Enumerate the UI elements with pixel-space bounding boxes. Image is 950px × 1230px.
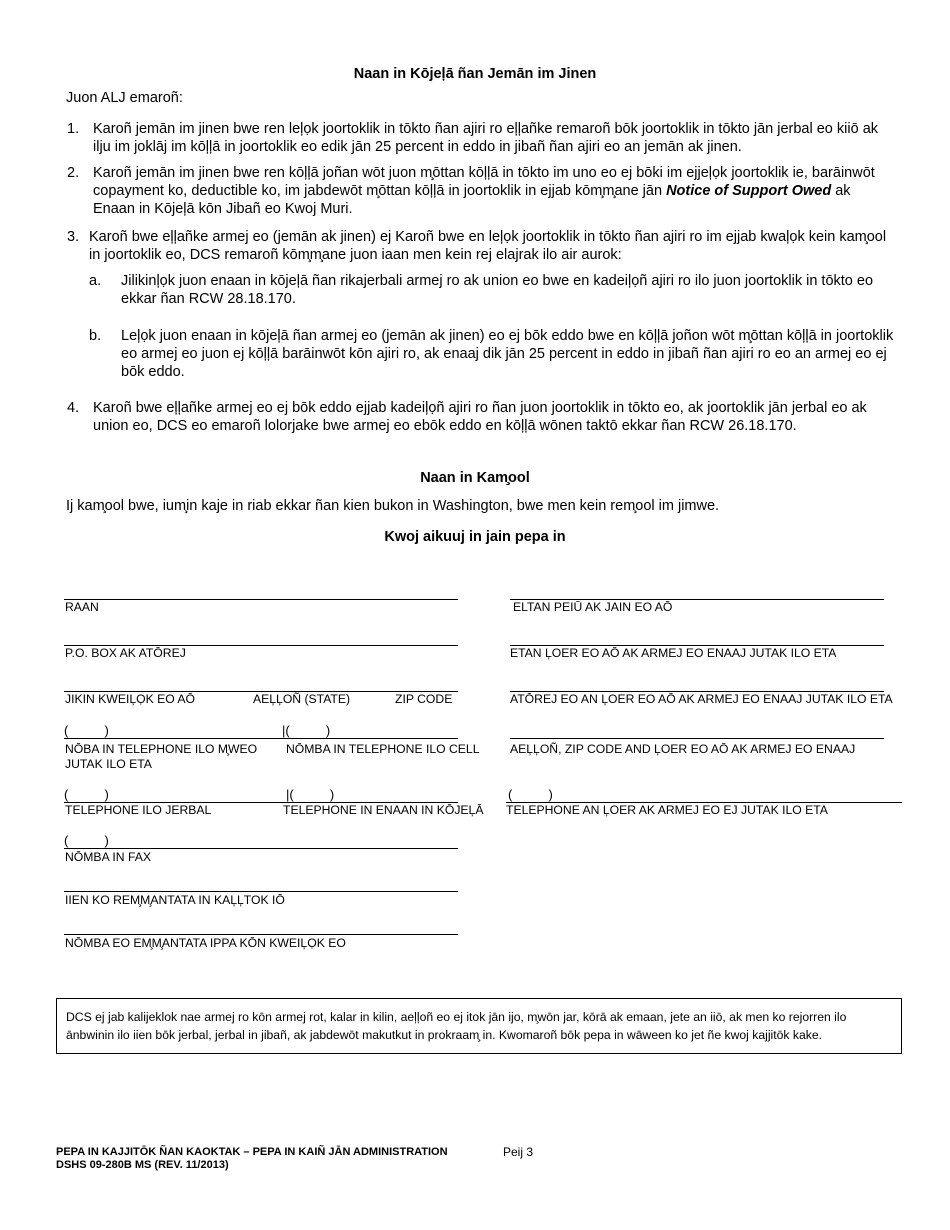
area-code-parens: ( ) bbox=[64, 723, 109, 738]
nondiscrimination-notice: DCS ej jab kalijeklok nae armej ro kōn armej rot, kalar in kilin, aeļļoñ eo ej itok jān ijo, m̧wōn jar, kōrā ak emaan, jete an iiō, ak men ko rejorren ilo ānbwinin ilo iien bōk jerbal, jerbal in jibañ, ak jabdewōt makutkut in prokraam̧ in. Kwomaroñ bōk pepa in wāween ko jet ñe kwoj kajjitōk kake. bbox=[56, 998, 902, 1054]
sub-item-letter: a. bbox=[89, 273, 102, 289]
sub-item: Leļọk juon enaan in kōjeļā ñan armej eo (jemān ak jinen) eo ej bōk eddo bwe en kōļļā joñon wōt m̧ōttan kōļļā in joortoklik eo armej eo juon ej kōļļā barāinwōt kōn ajiri ro, ak enaaj dik jān 25 percent in eddo in jibañ ñan ajiri ro eo an armej eo ej bōk eddo. bbox=[121, 328, 894, 380]
area-code-parens: ( ) bbox=[64, 787, 109, 802]
raan-line[interactable] bbox=[64, 599, 458, 600]
etan-loer-label: ETAN ĻOER EO AŌ AK ARMEJ EO ENAAJ JUTAK ILO ETA bbox=[510, 646, 837, 660]
aelon-zip-loer-label: AEĻĻOÑ, ZIP CODE AND ĻOER EO AŌ AK ARMEJ EO ENAAJ bbox=[510, 742, 856, 756]
item-text: Karoñ jemān im jinen bwe ren leļọk joortoklik in tōkto ñan ajiri ro eļļañke remaroñ bōk joortoklik in tōkto jān jerbal eo kiiō ak ilju im joklāj im kōļļā in joortoklik eo edik jān 25 percent in eddo in jibañ ñan ajiri eo an jemān ak jinen. bbox=[93, 121, 879, 155]
phone-jerbal-label: TELEPHONE ILO JERBAL bbox=[65, 803, 212, 817]
item-number: 3. bbox=[67, 229, 80, 245]
phone-cell-label: NŌMBA IN TELEPHONE ILO CELL bbox=[286, 742, 480, 756]
sub-item: Jilikinļọk juon enaan in kōjeļā ñan rikajerbali armej ro ak union eo bwe en kadeiļọñ ajiri ro ilo juon joortoklik in tōkto eo ekkar ñan RCW 28.18.170. bbox=[121, 273, 874, 307]
raan-label: RAAN bbox=[65, 600, 99, 614]
list-item bbox=[93, 120, 893, 156]
zip-label: ZIP CODE bbox=[395, 692, 453, 706]
po-box-label: P.O. BOX AK ATŌREJ bbox=[65, 646, 186, 660]
area-code-parens: |( ) bbox=[286, 787, 335, 802]
atorej-loer-label: ATŌREJ EO AN ĻOER EO AŌ AK ARMEJ EO ENAAJ JUTAK ILO ETA bbox=[510, 692, 893, 706]
item-number: 4. bbox=[67, 400, 80, 416]
list-item: Karoñ bwe eļļañke armej eo (jemān ak jinen) ej Karoñ bwe en leļọk joortoklik in tōkto ñan ajiri ro im ejjab kwaļọk kein kam̧ool in joortoklik eo, DCS remaroñ kōm̧m̧ane juon iaan men kein rej elajrak ilo air aurok: bbox=[89, 229, 887, 263]
item-text: Karoñ bwe eļļañke armej eo ej bōk eddo ejjab kadeiļọñ ajiri ro ñan juon joortoklik in tōkto eo, ak joortoklik jān jerbal eo ak union eo, DCS eo emaroñ lolorjake bwe armej eo ebōk eddo en kōļļā wōnen taktō ekkar ñan RCW 26.18.170. bbox=[93, 400, 867, 434]
item-number: 2. bbox=[67, 165, 80, 181]
iien-line[interactable] bbox=[64, 891, 458, 892]
item-text: Karoñ jemān im jinen bwe ren kōļļā joñan wōt juon m̧ōttan kōļļā in tōkto im uno eo ej bōki im ejjeļọk joortoklik ie, barāinwōt copayment ko, deductible ko, im jabdewōt m̧ōttan kōļļā in joortoklik in ejjab kōm̧m̧ane jān bbox=[93, 165, 875, 199]
item-number: 1. bbox=[67, 121, 80, 137]
list-item bbox=[93, 164, 893, 218]
kamool-heading: Naan in Kam̧ool bbox=[420, 470, 530, 486]
nomba-emmantata-line[interactable] bbox=[64, 934, 458, 935]
phone-mweo-label: NŌBA IN TELEPHONE ILO M̧WEO JUTAK ILO ETA bbox=[65, 742, 258, 771]
area-code-parens: |( ) bbox=[282, 723, 331, 738]
footer-form-number: DSHS 09-280B MS (REV. 11/2013) bbox=[56, 1159, 229, 1171]
sub-item-letter: b. bbox=[89, 328, 102, 344]
iien-label: IIEN KO REM̧M̧ANTATA IN KAĻĻTOK IŌ bbox=[65, 893, 285, 907]
phone-line[interactable] bbox=[64, 738, 458, 739]
phone-loer-label: TELEPHONE AN ĻOER AK ARMEJ EO EJ JUTAK ILO ETA bbox=[506, 803, 828, 817]
list-item bbox=[93, 399, 893, 435]
eltan-label: ELTAN PEIŪ AK JAIN EO AŌ bbox=[513, 600, 673, 614]
state-label: AEĻĻOÑ (STATE) bbox=[253, 692, 351, 706]
notice-of-support-owed: Notice of Support Owed bbox=[666, 183, 832, 199]
page-number: Peij 3 bbox=[503, 1145, 534, 1159]
page-title: Naan in Kōjeļā ñan Jemān im Jinen bbox=[353, 66, 597, 82]
jikin-label: JIKIN KWEIĻỌK EO AŌ bbox=[65, 692, 196, 706]
loer-state-zip-line[interactable] bbox=[510, 738, 884, 739]
kamool-text: Ij kam̧ool bwe, ium̧in kaje in riab ekkar ñan kien bukon in Washington, bwe men kein rem̧ool im jimwe. bbox=[66, 498, 720, 514]
nomba-emmantata-label: NŌMBA EO EM̧M̧ANTATA IPPA KŌN KWEIĻỌK EO bbox=[65, 936, 346, 950]
intro-text: Juon ALJ emaroñ: bbox=[66, 90, 183, 106]
item-text: ak Enaan in Kōjeļā kōn Jibañ eo Kwoj Muri. bbox=[93, 183, 851, 217]
fax-line[interactable] bbox=[64, 848, 458, 849]
phone-enaan-label: TELEPHONE IN ENAAN IN KŌJEĻĀ bbox=[283, 803, 484, 817]
sign-heading: Kwoj aikuuj in jain pepa in bbox=[384, 529, 566, 545]
fax-label: NŌMBA IN FAX bbox=[65, 850, 152, 864]
area-code-parens: ( ) bbox=[508, 787, 553, 802]
area-code-parens: ( ) bbox=[64, 833, 109, 848]
footer-form-title: PEPA IN KAJJITŌK ÑAN KAOKTAK – PEPA IN KAIÑ JĀN ADMINISTRATION bbox=[56, 1146, 448, 1158]
